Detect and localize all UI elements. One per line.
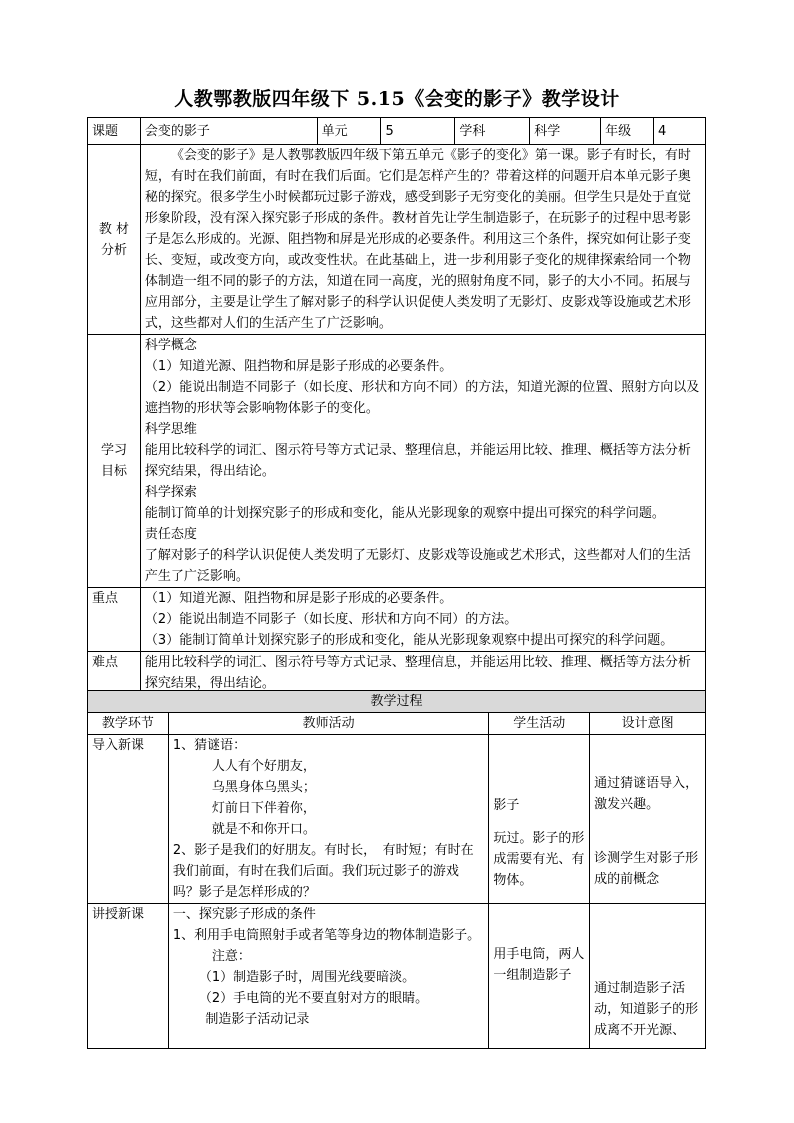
lesson-info-table xyxy=(87,117,706,695)
goal-heading: 责任态度 xyxy=(144,527,197,542)
col-header-intent: 设计意图 xyxy=(590,713,706,735)
topic-label: 课题 xyxy=(88,118,141,145)
lecture-design-intent: 通过制造影子活动，知道影子的形成离不开光源、 xyxy=(590,904,706,1049)
difficulty-row xyxy=(88,652,706,695)
intro-teacher-activity: 1、猜谜语： 人人有个好朋友， 乌黑身体乌黑头； 灯前日下伴着你， 就是不和你开口。 2、影子是我们的好朋友。有时长， 有时短；有时在我们前面，有时在我们后面。我们玩过影子的游戏吗？影子是怎样形成的？ xyxy=(168,735,488,904)
intro-stage: 导入新课 xyxy=(88,735,169,904)
key-point-item: （1）知道光源、阻挡物和屏是影子形成的必要条件。 xyxy=(144,591,453,606)
difficulty-text: 能用比较科学的词汇、图示符号等方式记录、整理信息，并能运用比较、推理、概括等方法分析探究结果，得出结论。 xyxy=(140,652,705,695)
grade-value: 4 xyxy=(654,118,706,145)
subject-label: 学科 xyxy=(455,118,530,145)
goals-label: 学习 目标 xyxy=(88,335,141,588)
analysis-text: 《会变的影子》是人教鄂教版四年级下第五单元《影子的变化》第一课。影子有时长，有时短，有时在我们前面，有时在我们后面。它们是怎样产生的？带着这样的问题开启本单元影子奥秘的探究。很多学生小时候都玩过影子游戏，感受到影子无穷变化的美丽。但学生只是处于直觉形象阶段，没有深入探究影子形成的条件。教材首先让学生制造影子，在玩影子的过程中思考影子是怎么形成的。光源、阻挡物和屏是光形成的必要条件。利用这三个条件，探究如何让影子变长、变短，或改变方向，或改变性状。在此基础上，进一步利用影子变化的规律探索给同一个物体制造一组不同的影子的方法，知道在同一高度，光的照射角度不同，影子的大小不同。拓展与应用部分，主要是让学生了解对影子的科学认识促使人类发明了无影灯、皮影戏等设施或艺术形式，这些都对人们的生活产生了广泛影响。 xyxy=(140,145,705,335)
goal-item: （2）能说出制造不同影子（如长度、形状和方向不同）的方法，知道光源的位置、照射方向以及遮挡物的形状等会影响物体影子的变化。 xyxy=(144,380,700,416)
key-point-item: （2）能说出制造不同影子（如长度、形状和方向不同）的方法。 xyxy=(144,612,518,627)
process-title: 教学过程 xyxy=(88,691,706,713)
goal-heading: 科学概念 xyxy=(144,338,197,353)
header-row xyxy=(88,118,706,145)
col-header-teacher: 教师活动 xyxy=(168,713,488,735)
analysis-row xyxy=(88,145,706,335)
goals-row xyxy=(88,335,706,588)
lecture-row xyxy=(88,904,706,1049)
lecture-teacher-activity: 一、探究影子形成的条件 1、利用手电筒照射手或者笔等身边的物体制造影子。 注意： （1）制造影子时，周围光线要暗淡。 （2）手电筒的光不要直射对方的眼睛。 制造影子活动记录 xyxy=(168,904,488,1049)
goal-item: 能用比较科学的词汇、图示符号等方式记录、整理信息，并能运用比较、推理、概括等方法分析探究结果，得出结论。 xyxy=(144,443,691,479)
process-title-row xyxy=(88,691,706,713)
key-points-text xyxy=(140,588,705,652)
teaching-process-table xyxy=(87,690,706,1049)
difficulty-label: 难点 xyxy=(88,652,141,695)
key-point-item: （3）能制订简单计划探究影子的形成和变化，能从光影现象观察中提出可探究的科学问题。 xyxy=(144,633,674,648)
intro-design-intent: 通过猜谜语导入，激发兴趣。 诊测学生对影子形成的前概念 xyxy=(590,735,706,904)
unit-value: 5 xyxy=(381,118,455,145)
goal-item: （1）知道光源、阻挡物和屏是影子形成的必要条件。 xyxy=(144,359,453,374)
col-header-student: 学生活动 xyxy=(489,713,590,735)
subject-value: 科学 xyxy=(530,118,601,145)
intro-row xyxy=(88,735,706,904)
key-points-label: 重点 xyxy=(88,588,141,652)
process-header-row xyxy=(88,713,706,735)
goal-item: 了解对影子的科学认识促使人类发明了无影灯、皮影戏等设施或艺术形式，这些都对人们的生活产生了广泛影响。 xyxy=(144,548,691,584)
goal-heading: 科学思维 xyxy=(144,422,197,437)
goal-heading: 科学探索 xyxy=(144,485,197,500)
col-header-stage: 教学环节 xyxy=(88,713,169,735)
goals-text xyxy=(140,335,705,588)
lecture-stage: 讲授新课 xyxy=(88,904,169,1049)
document-title: 人教鄂教版四年级下 5.15《会变的影子》教学设计 xyxy=(174,88,620,110)
intro-student-activity: 影子 玩过。影子的形成需要有光、有物体。 xyxy=(489,735,590,904)
topic-value: 会变的影子 xyxy=(140,118,317,145)
unit-label: 单元 xyxy=(317,118,381,145)
grade-label: 年级 xyxy=(601,118,654,145)
goal-item: 能制订简单的计划探究影子的形成和变化，能从光影现象的观察中提出可探究的科学问题。 xyxy=(144,506,665,521)
key-points-row xyxy=(88,588,706,652)
lecture-student-activity: 用手电筒，两人一组制造影子 xyxy=(489,904,590,1049)
analysis-label: 教 材 分析 xyxy=(88,145,141,335)
